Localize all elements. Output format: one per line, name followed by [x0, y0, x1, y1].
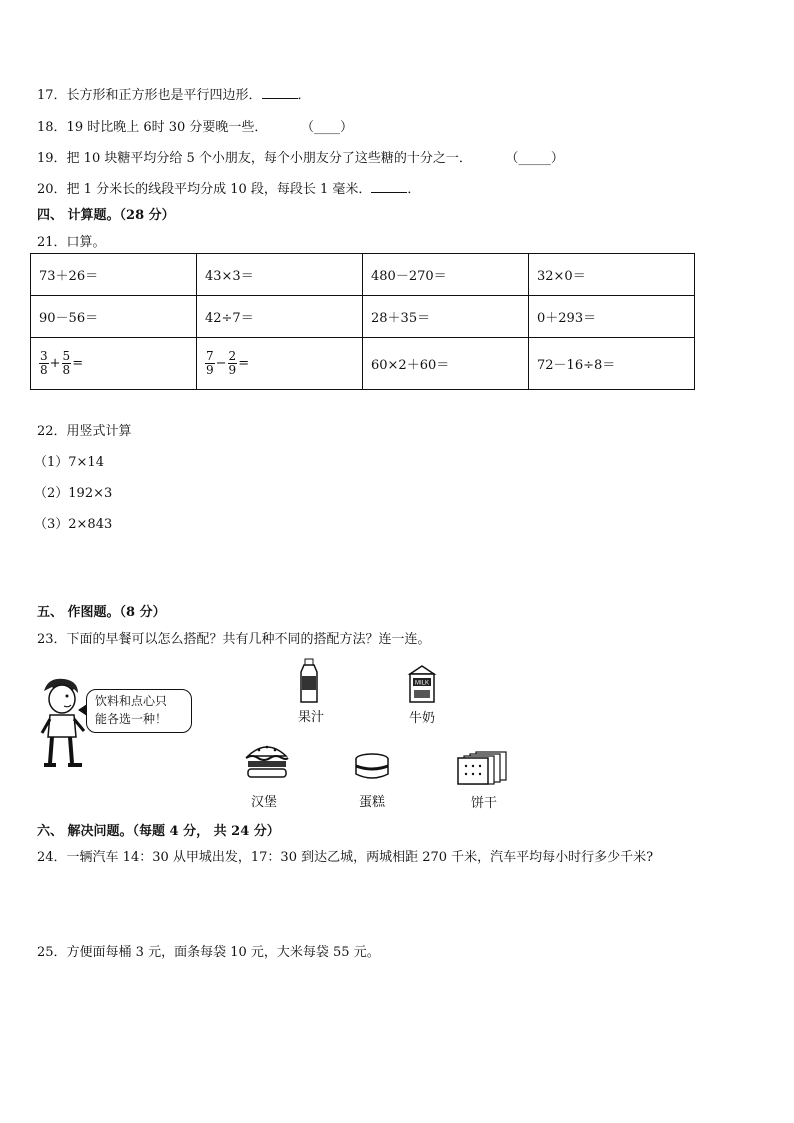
question-20-text: 20．把 1 分米长的线段平均分成 10 段，每段长 1 毫米．	[37, 182, 372, 197]
answer-paren[interactable]: （_____）	[511, 151, 564, 166]
section-6-heading: 六、 解决问题。（每题 4 分， 共 24 分）	[37, 824, 280, 839]
calc-cell: 32×0＝	[529, 254, 695, 296]
question-18-text: 18．19 时比晚上 6时 30 分要晚一些．	[37, 120, 268, 135]
fraction: $\frac{2}{9}$	[228, 349, 237, 377]
fraction: $\frac{7}{9}$	[206, 349, 214, 377]
cake-icon	[353, 752, 391, 782]
calc-cell-fraction: $\frac{7}{9}$ − $\frac{2}{9}$ =	[197, 338, 363, 390]
calc-cell: 73＋26＝	[31, 254, 197, 296]
calc-cell: 28＋35＝	[363, 296, 529, 338]
question-19-text: 19．把 10 块糖平均分给 5 个小朋友，每个小朋友分了这些糖的十分之一．	[37, 151, 472, 166]
answer-paren[interactable]: （____）	[307, 120, 353, 135]
section-5-heading: 五、 作图题。（8 分）	[37, 605, 166, 620]
milk-carton-icon	[406, 664, 438, 704]
question-17: 17．长方形和正方形也是平行四边形． ．	[37, 88, 311, 103]
calc-cell: 480－270＝	[363, 254, 529, 296]
section-4-heading: 四、 计算题。（28 分）	[37, 208, 175, 223]
answer-blank[interactable]	[371, 180, 407, 193]
speech-bubble: 饮料和点心只 能各选一种！	[86, 689, 192, 733]
cake-label: 蛋糕	[359, 795, 386, 810]
question-20: 20．把 1 分米长的线段平均分成 10 段，每段长 1 毫米． ．	[37, 182, 421, 197]
hamburger-label: 汉堡	[251, 795, 278, 810]
hamburger-icon	[244, 740, 290, 780]
question-23-title: 23．下面的早餐可以怎么搭配？共有几种不同的搭配方法？连一连。	[37, 632, 431, 647]
question-22-item: （1）7×14	[34, 455, 104, 470]
fraction: $\frac{3}{8}$	[40, 349, 48, 377]
question-19	[37, 147, 564, 166]
question-22-item: （3）2×843	[34, 517, 113, 532]
question-22-title: 22．用竖式计算	[37, 424, 132, 439]
fraction: $\frac{5}{8}$	[62, 349, 71, 377]
question-25: 25．方便面每桶 3 元，面条每袋 10 元，大米每袋 55 元。	[37, 945, 380, 960]
calc-cell: 42÷7＝	[197, 296, 363, 338]
boy-illustration	[34, 675, 88, 773]
question-21-title: 21．口算。	[37, 235, 106, 250]
milk-carton-text: MILK	[414, 680, 430, 687]
milk-label: 牛奶	[409, 711, 436, 726]
mental-calc-table	[30, 253, 695, 390]
calc-cell: 60×2＋60＝	[363, 338, 529, 390]
question-18	[37, 116, 353, 135]
calc-cell: 43×3＝	[197, 254, 363, 296]
juice-label: 果汁	[298, 710, 325, 725]
answer-blank[interactable]	[262, 86, 298, 99]
calc-cell: 72－16÷8＝	[529, 338, 695, 390]
question-22-item: （2）192×3	[34, 486, 113, 501]
question-17-text: 17．长方形和正方形也是平行四边形．	[37, 88, 262, 103]
calc-cell-fraction: $\frac{3}{8}$ + $\frac{5}{8}$ =	[31, 338, 197, 390]
calc-cell: 90－56＝	[31, 296, 197, 338]
biscuit-label: 饼干	[471, 796, 498, 811]
calc-cell: 0＋293＝	[529, 296, 695, 338]
question-24: 24．一辆汽车 14：30 从甲城出发，17：30 到达乙城，两城相距 270 千米，汽车平均每小时行多少千米?	[37, 850, 654, 865]
juice-bottle-icon	[298, 658, 320, 704]
biscuit-icon	[456, 750, 512, 786]
